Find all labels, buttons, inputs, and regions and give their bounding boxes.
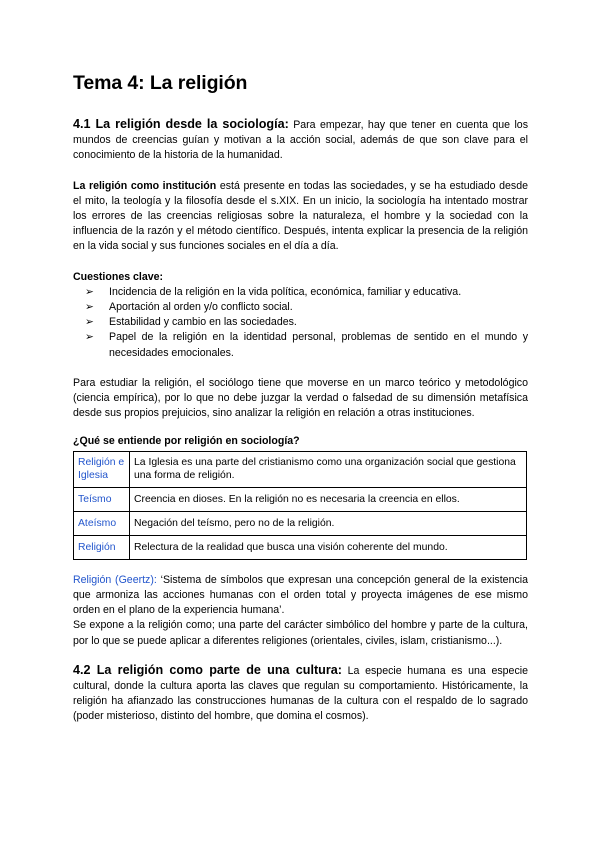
section-4-2-heading: 4.2 La religión como parte de una cultura: [73, 662, 342, 677]
term-cell: Religión e Iglesia [74, 451, 130, 487]
table-row [74, 511, 527, 535]
list-item: ➢ Papel de la religión en la identidad personal, problemas de sentido en el mundo y necesidades emocionales. [85, 331, 528, 359]
arrow-bullet-icon: ➢ [85, 316, 94, 329]
list-item: ➢ Aportación al orden y/o conflicto social. [73, 300, 528, 315]
page-title: Tema 4: La religión [73, 72, 248, 94]
table-row [74, 451, 527, 487]
arrow-bullet-icon: ➢ [85, 331, 94, 344]
arrow-bullet-icon: ➢ [85, 285, 94, 298]
section-4-1-text: Para empezar, hay que tener en cuenta que los mundos de creencias guían y motivan a la acción social, además de que son clave para el conocimiento de la historia de la humanidad. [73, 119, 528, 162]
table-row [74, 487, 527, 511]
definitions-table [73, 451, 527, 560]
term-cell: Ateísmo [74, 511, 130, 535]
list-item: ➢ Incidencia de la religión en la vida política, económica, familiar y educativa. [73, 285, 528, 300]
estudio-paragraph: Para estudiar la religión, el sociólogo tiene que moverse en un marco teórico y metodológico (ciencia empírica), por lo que no debe juzgar la verdad o falsedad de su dimensión metafísica desde sus propios prejuicios, sino analizar la religión en relación a otras instituciones. [73, 376, 528, 420]
institucion-lead: La religión como institución [73, 179, 217, 192]
definition-cell: Negación del teísmo, pero no de la religión. [130, 511, 527, 535]
geertz-quote: ‘Sistema de símbolos que expresan una concepción general de la existencia que armoniza las acciones humanas con el orden total y proyecta imágenes de ese mismo orden en el plano de la experiencia humana’. [73, 573, 528, 617]
section-4-2-text: La especie humana es una especie cultural, donde la cultura aporta las claves que regulan su comportamiento. Históricamente, la religión ha afianzado las construcciones humanas de la cultura con el respaldo de lo sagrado (poder misterioso, distinto del hombre, que domina el cosmos). [73, 664, 528, 723]
section-4-1 [73, 117, 528, 164]
geertz-label: Religión (Geertz): [73, 573, 157, 586]
geertz-paragraph [73, 573, 528, 619]
definition-cell: Relectura de la realidad que busca una visión coherente del mundo. [130, 535, 527, 559]
table-heading: ¿Qué se entiende por religión en sociología? [73, 435, 300, 448]
table-row [74, 535, 527, 559]
section-4-1-heading: 4.1 La religión desde la sociología: [73, 117, 289, 131]
definition-cell: Creencia en dioses. En la religión no es necesaria la creencia en ellos. [130, 487, 527, 511]
arrow-bullet-icon: ➢ [85, 301, 94, 314]
cuestiones-heading: Cuestiones clave: [73, 270, 164, 283]
term-cell: Religión [74, 535, 130, 559]
term-cell: Teísmo [74, 487, 130, 511]
section-4-2 [73, 663, 528, 725]
geertz-follow: Se expone a la religión como; una parte del carácter simbólico del hombre y parte de la cultura, por lo que se puede aplicar a diferentes religiones (orientales, civiles, islam, cristianismo...). [73, 619, 528, 647]
cuestiones-list [73, 285, 528, 361]
institucion-paragraph [73, 179, 528, 255]
definition-cell: La Iglesia es una parte del cristianismo como una organización social que gestiona una forma de religión. [130, 451, 527, 487]
institucion-text: está presente en todas las sociedades, y se ha estudiado desde el mito, la teología y la filosofía desde el s.XIX. En un inicio, la sociología ha intentado mostrar los errores de las creencias religiosas sobre la naturaleza, el hombre y la sociedad con la influencia de la razón y el método científico. Después, intenta explicar la presencia de la religión en la vida social y sus funciones sociales en el día a día. [73, 179, 529, 253]
list-item: ➢ Estabilidad y cambio en las sociedades. [73, 315, 528, 330]
